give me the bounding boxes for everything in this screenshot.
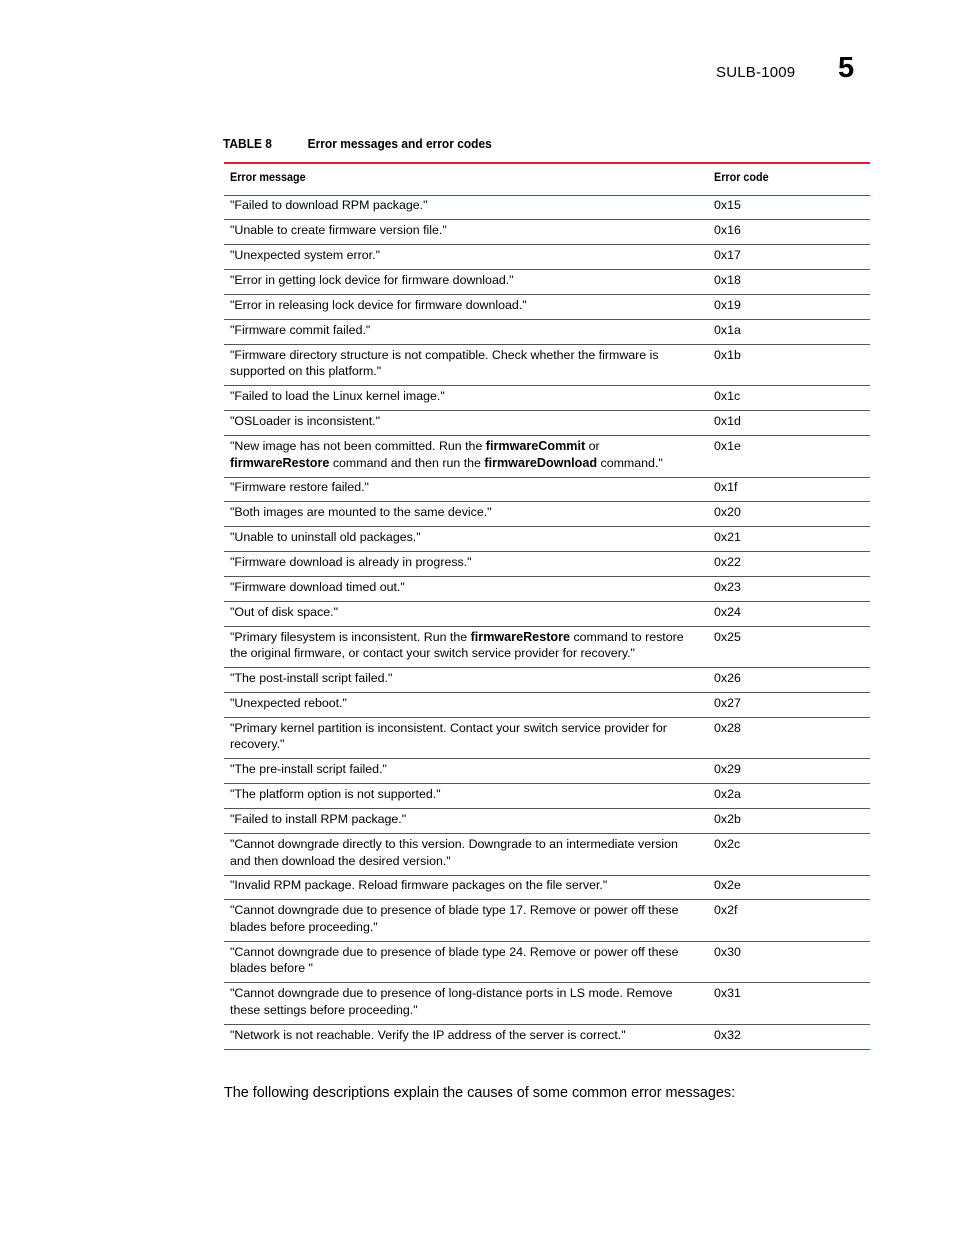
error-message-cell: "Primary kernel partition is inconsistent. Contact your switch service provider for recovery." — [224, 718, 708, 759]
table-row — [224, 759, 870, 784]
error-message-cell: "Network is not reachable. Verify the IP address of the server is correct." — [224, 1024, 708, 1049]
error-code-cell: 0x29 — [708, 759, 870, 784]
error-message-cell: "Unexpected system error." — [224, 245, 708, 270]
message-text: command." — [597, 455, 663, 470]
error-code-cell: 0x1e — [708, 436, 870, 477]
table-caption-id: TABLE 8 — [223, 136, 272, 151]
error-code-cell: 0x18 — [708, 270, 870, 295]
table-row — [224, 436, 870, 477]
table-row — [224, 577, 870, 602]
table-row — [224, 270, 870, 295]
error-code-cell: 0x30 — [708, 941, 870, 982]
table-row — [224, 344, 870, 385]
error-code-cell: 0x23 — [708, 577, 870, 602]
message-text: command to restore the original firmware, or contact your switch service provider for recovery." — [230, 629, 684, 661]
table-row — [224, 718, 870, 759]
error-code-cell: 0x32 — [708, 1024, 870, 1049]
error-message-cell — [224, 626, 708, 667]
command-name: firmwareRestore — [230, 455, 330, 470]
error-message-cell: "Firmware commit failed." — [224, 319, 708, 344]
table-row — [224, 411, 870, 436]
error-message-cell: "Out of disk space." — [224, 601, 708, 626]
table-row — [224, 834, 870, 875]
error-message-cell: "Unexpected reboot." — [224, 693, 708, 718]
command-name: firmwareDownload — [484, 455, 598, 470]
error-message-cell: "Failed to install RPM package." — [224, 809, 708, 834]
table-row — [224, 295, 870, 320]
table-row — [224, 900, 870, 941]
error-code-cell: 0x27 — [708, 693, 870, 718]
error-code-cell: 0x19 — [708, 295, 870, 320]
error-message-cell: "Both images are mounted to the same device." — [224, 502, 708, 527]
table-row — [224, 552, 870, 577]
error-message-cell: "Failed to load the Linux kernel image." — [224, 386, 708, 411]
error-message-cell: "Error in getting lock device for firmware download." — [224, 270, 708, 295]
error-code-cell: 0x26 — [708, 668, 870, 693]
table-row — [224, 875, 870, 900]
error-code-cell: 0x2e — [708, 875, 870, 900]
error-message-cell: "Error in releasing lock device for firmware download." — [224, 295, 708, 320]
message-text: or — [585, 438, 600, 453]
error-code-cell: 0x20 — [708, 502, 870, 527]
error-message-cell: "The post-install script failed." — [224, 668, 708, 693]
error-code-cell: 0x1a — [708, 319, 870, 344]
table-row — [224, 502, 870, 527]
error-message-cell: "Cannot downgrade due to presence of blade type 24. Remove or power off these blades before " — [224, 941, 708, 982]
message-text: "New image has not been committed. Run the — [230, 438, 486, 453]
error-code-cell: 0x25 — [708, 626, 870, 667]
error-code-cell: 0x1c — [708, 386, 870, 411]
table-caption-title: Error messages and error codes — [307, 136, 492, 151]
table-row — [224, 626, 870, 667]
error-message-cell: "Cannot downgrade due to presence of long-distance ports in LS mode. Remove these settings before proceeding." — [224, 983, 708, 1024]
error-code-cell: 0x28 — [708, 718, 870, 759]
table-row — [224, 693, 870, 718]
message-text: command and then run the — [329, 455, 485, 470]
table-row — [224, 220, 870, 245]
error-code-cell: 0x22 — [708, 552, 870, 577]
error-code-cell: 0x15 — [708, 195, 870, 220]
error-code-cell: 0x2c — [708, 834, 870, 875]
error-code-cell: 0x2a — [708, 784, 870, 809]
error-message-cell: "Unable to uninstall old packages." — [224, 527, 708, 552]
error-codes-table — [224, 162, 870, 1050]
error-code-cell: 0x1b — [708, 344, 870, 385]
error-code-cell: 0x24 — [708, 601, 870, 626]
error-message-cell — [224, 436, 708, 477]
column-header-error-code: Error code — [708, 163, 870, 195]
error-message-cell: "Failed to download RPM package." — [224, 195, 708, 220]
error-code-cell: 0x1f — [708, 477, 870, 502]
intro-paragraph: The following descriptions explain the causes of some common error messages: — [224, 1085, 736, 1101]
table-row — [224, 941, 870, 982]
command-name: firmwareCommit — [485, 438, 586, 453]
error-message-cell: "The platform option is not supported." — [224, 784, 708, 809]
error-message-cell: "Firmware directory structure is not compatible. Check whether the firmware is supported on this platform." — [224, 344, 708, 385]
table-row — [224, 527, 870, 552]
column-header-error-message: Error message — [224, 163, 708, 195]
table-body — [224, 195, 870, 1049]
table-row — [224, 386, 870, 411]
error-code-cell: 0x2b — [708, 809, 870, 834]
error-code-cell: 0x31 — [708, 983, 870, 1024]
error-code-cell: 0x17 — [708, 245, 870, 270]
table-row — [224, 319, 870, 344]
error-message-cell: "Cannot downgrade directly to this version. Downgrade to an intermediate version and then download the desired version." — [224, 834, 708, 875]
error-message-cell: "The pre-install script failed." — [224, 759, 708, 784]
error-code-cell: 0x1d — [708, 411, 870, 436]
chapter-number: 5 — [838, 52, 855, 84]
error-message-cell: "Firmware download is already in progress." — [224, 552, 708, 577]
error-message-cell: "OSLoader is inconsistent." — [224, 411, 708, 436]
error-message-cell: "Firmware download timed out." — [224, 577, 708, 602]
table-row — [224, 809, 870, 834]
error-message-cell: "Unable to create firmware version file." — [224, 220, 708, 245]
table-caption — [223, 136, 492, 151]
error-message-cell: "Invalid RPM package. Reload firmware packages on the file server." — [224, 875, 708, 900]
document-code: SULB-1009 — [716, 64, 796, 81]
table-row — [224, 983, 870, 1024]
message-text: "Primary filesystem is inconsistent. Run the — [230, 629, 471, 644]
table-row — [224, 195, 870, 220]
table-header-row — [224, 163, 870, 195]
table-row — [224, 601, 870, 626]
error-code-cell: 0x16 — [708, 220, 870, 245]
table-row — [224, 784, 870, 809]
error-code-cell: 0x2f — [708, 900, 870, 941]
table-row — [224, 477, 870, 502]
error-code-cell: 0x21 — [708, 527, 870, 552]
table-row — [224, 1024, 870, 1049]
error-message-cell: "Firmware restore failed." — [224, 477, 708, 502]
command-name: firmwareRestore — [470, 629, 570, 644]
table-row — [224, 668, 870, 693]
error-message-cell: "Cannot downgrade due to presence of blade type 17. Remove or power off these blades before proceeding." — [224, 900, 708, 941]
table-row — [224, 245, 870, 270]
